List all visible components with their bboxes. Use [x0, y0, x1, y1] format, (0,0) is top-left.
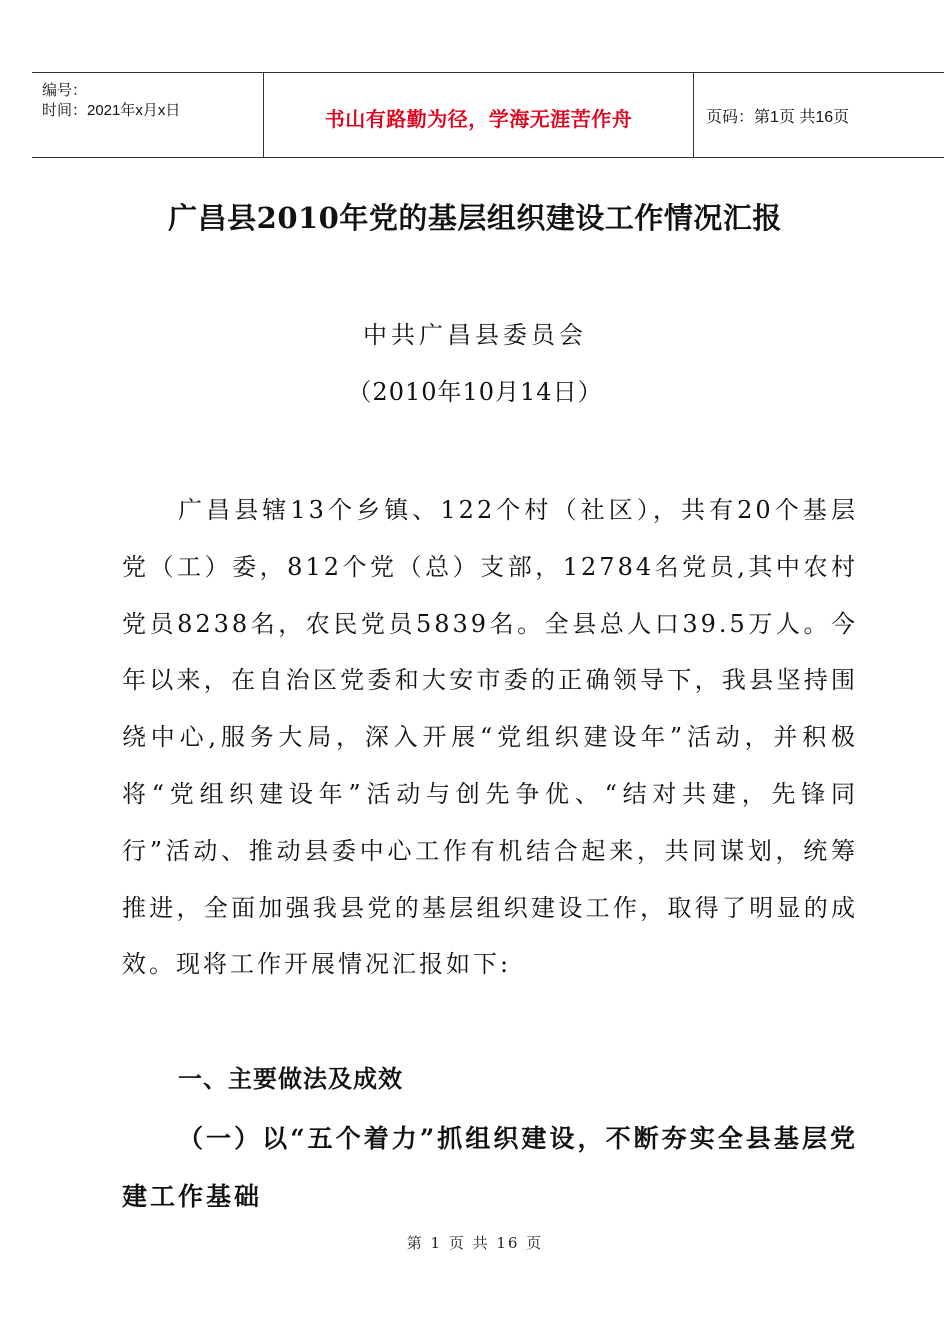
header-page-cell	[694, 73, 944, 157]
header-motto-cell	[264, 73, 694, 157]
page-info: 页码：第1页 共16页	[706, 108, 850, 126]
body-paragraph: 广昌县辖13个乡镇、122个村（社区），共有20个基层党（工）委，812个党（总）支部，12784名党员,其中农村党员8238名，农民党员5839名。全县总人口39.5万人。今年以来，在自治区党委和大安市委的正确领导下，我县坚持围绕中心,服务大局，深入开展“党组织建设年”活动，并积极将“党组织建设年”活动与创先争优、“结对共建，先锋同行”活动、推动县委中心工作有机结合起来，共同谋划，统筹推进，全面加强我县党的基层组织建设工作，取得了明显的成效。现将工作开展情况汇报如下:	[122, 496, 858, 979]
document-date: （2010年10月14日）	[347, 378, 603, 406]
document-header	[32, 72, 944, 158]
motto-text: 书山有路勤为径，学海无涯苦作舟	[324, 106, 633, 131]
subsection-heading: （一）以“五个着力”抓组织建设，不断夯实全县基层党建工作基础	[122, 1124, 858, 1211]
issuing-organization: 中共广昌县委员会	[363, 321, 587, 349]
document-title: 广昌县2010年党的基层组织建设工作情况汇报	[168, 201, 782, 235]
time-label: 时间：2021年x月x日	[42, 102, 181, 119]
page-footer: 第 1 页 共 16 页	[406, 1234, 544, 1252]
header-meta-cell	[32, 73, 264, 157]
serial-number-label: 编号：	[42, 82, 88, 99]
section-heading: 一、主要做法及成效	[178, 1065, 403, 1093]
